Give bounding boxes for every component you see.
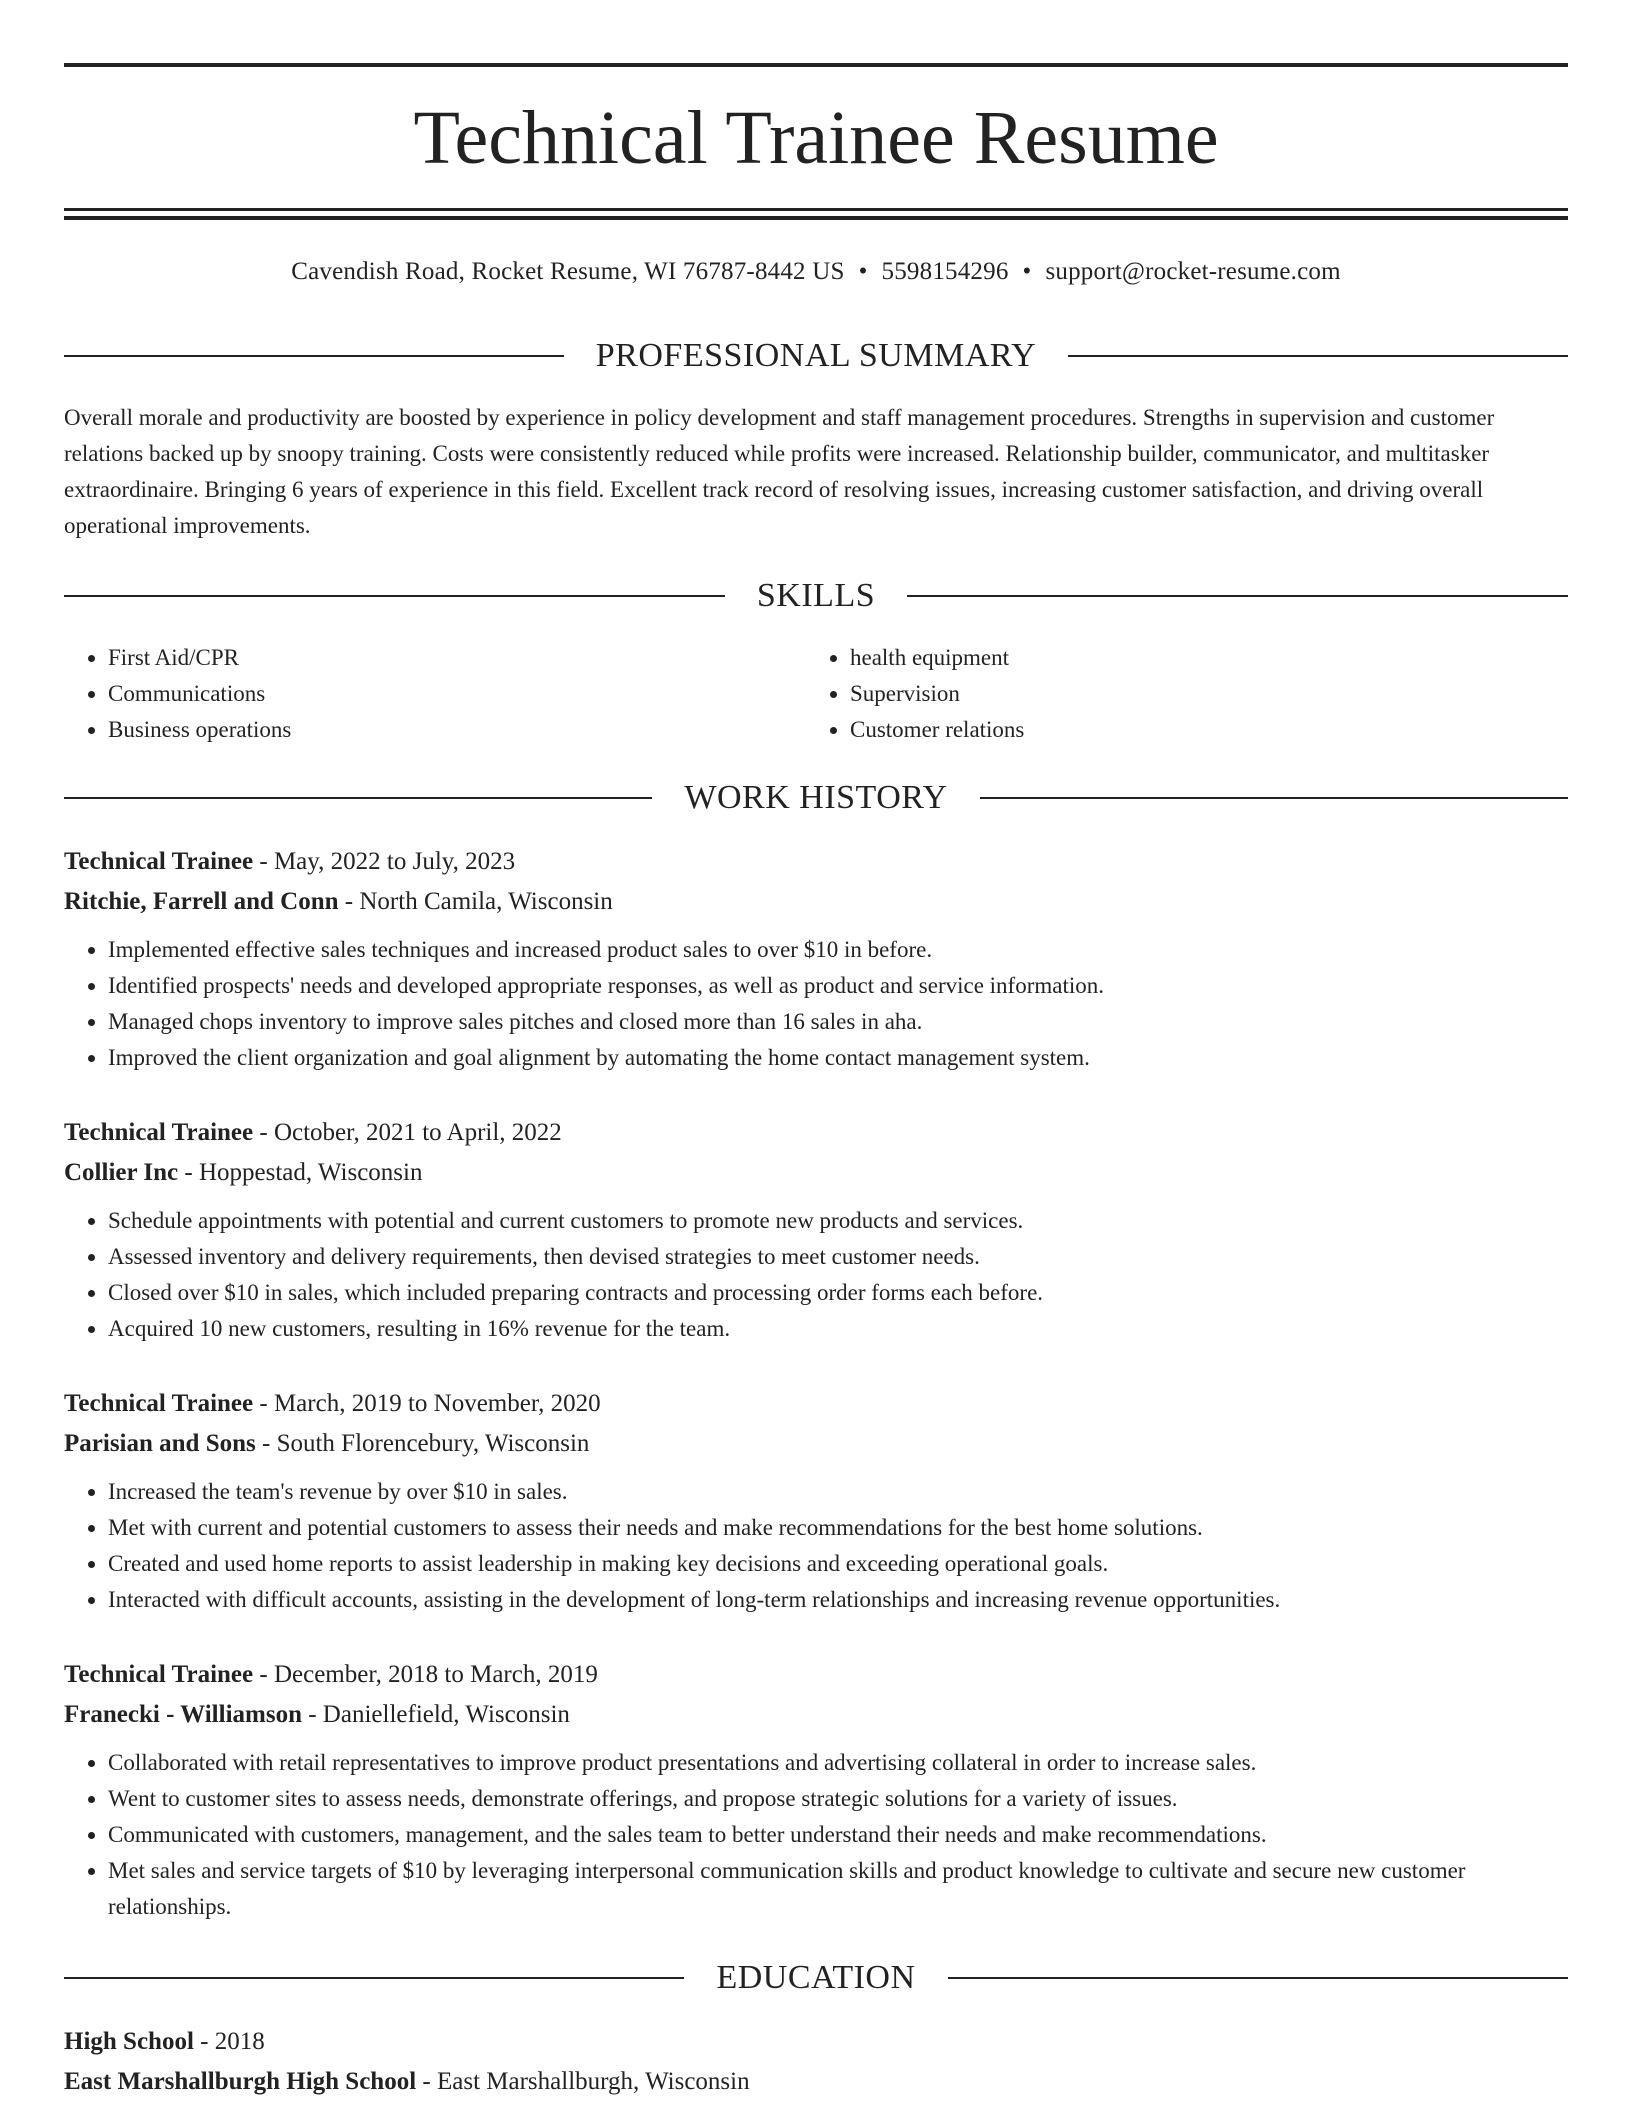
job-dates: - December, 2018 to March, 2019 [253, 1661, 598, 1688]
job-bullet: • Met with current and potential customers to assess their needs and make recommendations for the best home solutions. [108, 1510, 1568, 1546]
job-location: - Daniellefield, Wisconsin [301, 1701, 570, 1728]
job-bullet: • Acquired 10 new customers, resulting in 16% revenue for the team. [108, 1311, 1568, 1347]
education-degree: High School [64, 2028, 194, 2055]
job-bullets [64, 932, 1568, 1076]
job-company: Collier Inc [64, 1159, 179, 1186]
education-year: - 2018 [193, 2028, 265, 2055]
heading-rule-right [1068, 355, 1568, 357]
education-degree-line [64, 2022, 1568, 2062]
job-title: Technical Trainee [64, 1390, 254, 1417]
job-bullet: • Went to customer sites to assess needs, demonstrate offerings, and propose strategic solutions for a variety of issues. [108, 1781, 1568, 1817]
job-company: Parisian and Sons [64, 1430, 256, 1457]
job-dates: - October, 2021 to April, 2022 [253, 1119, 562, 1146]
job-bullet: • Identified prospects' needs and developed appropriate responses, as well as product and service information. [108, 968, 1568, 1004]
skill-item: • First Aid/CPR [108, 640, 806, 676]
section-title: WORK HISTORY [684, 779, 948, 816]
skill-item: • Communications [108, 676, 806, 712]
job-title-line [64, 842, 1568, 882]
job-bullet: • Interacted with difficult accounts, assisting in the development of long-term relationships and increasing revenue opportunities. [108, 1582, 1568, 1618]
job-bullet: • Met sales and service targets of $10 by leveraging interpersonal communication skills and product knowledge to cultivate and secure new customer relationships. [108, 1853, 1568, 1925]
section-heading-education [64, 1958, 1568, 1998]
job-bullet: • Improved the client organization and goal alignment by automating the home contact management system. [108, 1040, 1568, 1076]
skills-list [64, 640, 1568, 748]
contact-phone: 5598154296 [881, 258, 1009, 285]
job-title-line [64, 1113, 1568, 1153]
job-title: Technical Trainee [64, 848, 254, 875]
heading-rule-left [64, 1977, 684, 1979]
education-location: - East Marshallburgh, Wisconsin [416, 2068, 750, 2095]
job-company: Ritchie, Farrell and Conn [64, 888, 339, 915]
job-bullet: • Managed chops inventory to improve sales pitches and closed more than 16 sales in aha. [108, 1004, 1568, 1040]
job-bullets [64, 1745, 1568, 1925]
education-entry [64, 2022, 1568, 2102]
contact-email: support@rocket-resume.com [1045, 258, 1341, 285]
heading-rule-left [64, 595, 725, 597]
skill-item: • Supervision [850, 676, 1548, 712]
job-bullets [64, 1203, 1568, 1347]
heading-rule-right [980, 797, 1568, 799]
section-title: SKILLS [756, 577, 876, 614]
education-school-line [64, 2062, 1568, 2102]
top-rule [64, 63, 1568, 67]
job-bullet: • Created and used home reports to assist leadership in making key decisions and exceeding operational goals. [108, 1546, 1568, 1582]
job-entry [64, 842, 1568, 1076]
contact-line [64, 254, 1568, 290]
job-location: - North Camila, Wisconsin [338, 888, 613, 915]
job-bullet: • Implemented effective sales techniques and increased product sales to over $10 in before. [108, 932, 1568, 968]
skills-column-right [806, 640, 1548, 748]
skills-column-left [64, 640, 806, 748]
heading-rule-right [948, 1977, 1568, 1979]
job-bullet: • Increased the team's revenue by over $10 in sales. [108, 1474, 1568, 1510]
summary-text: Overall morale and productivity are boosted by experience in policy development and staff management procedures. Strengths in supervision and customer relations backed up by snoopy training. Costs were consistently reduced while profits were increased. Relationship builder, communicator, and multitasker extraordinaire. Bringing 6 years of experience in this field. Excellent track record of resolving issues, increasing customer satisfaction, and driving overall operational improvements. [64, 405, 1495, 538]
title-double-rule-lower [64, 216, 1568, 220]
job-entry [64, 1113, 1568, 1347]
contact-address: Cavendish Road, Rocket Resume, WI 76787-8442 US [291, 258, 845, 285]
job-dates: - March, 2019 to November, 2020 [253, 1390, 601, 1417]
section-heading-skills [64, 576, 1568, 616]
job-bullet: • Schedule appointments with potential and current customers to promote new products and services. [108, 1203, 1568, 1239]
job-bullet: • Assessed inventory and delivery requirements, then devised strategies to meet customer needs. [108, 1239, 1568, 1275]
title-double-rule-upper [64, 208, 1568, 211]
section-heading-summary [64, 336, 1568, 376]
job-bullet: • Closed over $10 in sales, which included preparing contracts and processing order forms each before. [108, 1275, 1568, 1311]
job-company: Franecki - Williamson [64, 1701, 302, 1728]
job-title-line [64, 1384, 1568, 1424]
job-company-line [64, 1424, 1568, 1464]
heading-rule-left [64, 797, 652, 799]
job-bullet: • Communicated with customers, management, and the sales team to better understand their needs and make recommendations. [108, 1817, 1568, 1853]
section-title: EDUCATION [716, 1959, 916, 1996]
skill-item: • Business operations [108, 712, 806, 748]
bullet-separator: • [1022, 258, 1032, 285]
job-company-line [64, 1153, 1568, 1193]
section-title: PROFESSIONAL SUMMARY [595, 337, 1037, 374]
job-location: - South Florencebury, Wisconsin [255, 1430, 590, 1457]
resume-title: Technical Trainee Resume [413, 96, 1219, 180]
heading-rule-right [907, 595, 1568, 597]
heading-rule-left [64, 355, 564, 357]
job-company-line [64, 882, 1568, 922]
section-heading-work-history [64, 778, 1568, 818]
job-entry [64, 1655, 1568, 1925]
job-title-line [64, 1655, 1568, 1695]
job-location: - Hoppestad, Wisconsin [178, 1159, 423, 1186]
job-bullets [64, 1474, 1568, 1618]
job-title: Technical Trainee [64, 1119, 254, 1146]
job-entry [64, 1384, 1568, 1618]
bullet-separator: • [858, 258, 868, 285]
skill-item: • health equipment [850, 640, 1548, 676]
education-school: East Marshallburgh High School [64, 2068, 417, 2095]
job-bullet: • Collaborated with retail representatives to improve product presentations and advertising collateral in order to increase sales. [108, 1745, 1568, 1781]
job-company-line [64, 1695, 1568, 1735]
job-dates: - May, 2022 to July, 2023 [253, 848, 516, 875]
skill-item: • Customer relations [850, 712, 1548, 748]
job-title: Technical Trainee [64, 1661, 254, 1688]
